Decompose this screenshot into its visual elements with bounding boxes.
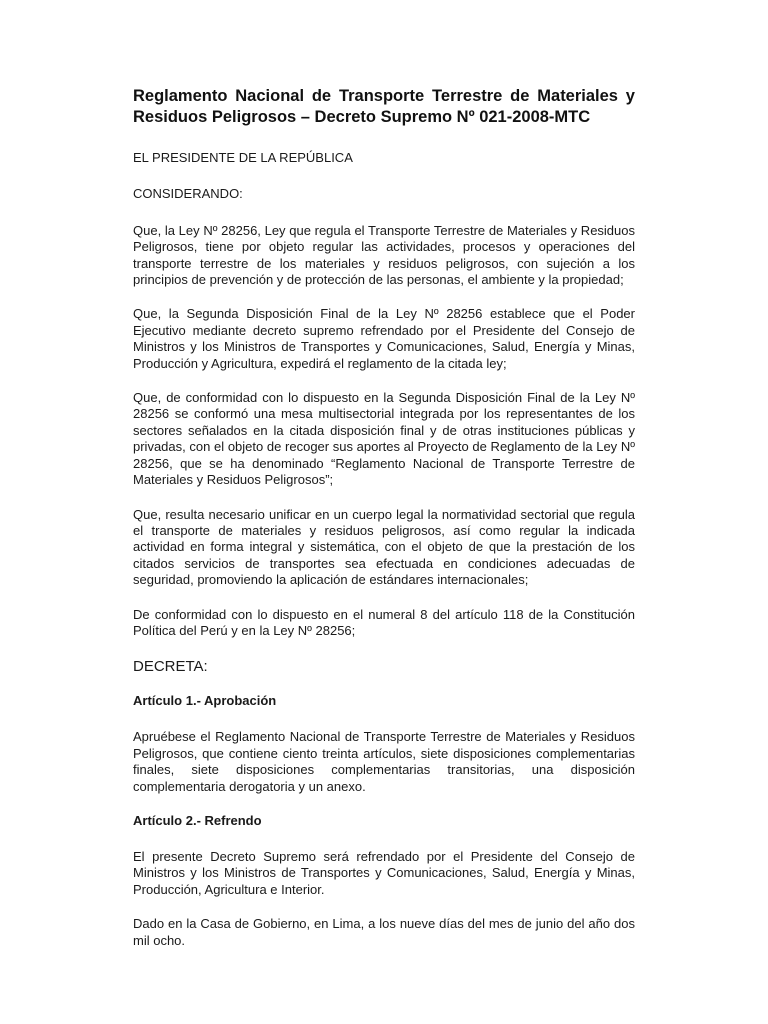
considerando-paragraph-5: De conformidad con lo dispuesto en el numeral 8 del artículo 118 de la Constitución Política del Perú y en la Ley Nº 28256; (133, 606, 635, 638)
document-page (133, 86, 635, 967)
decreta-heading: DECRETA: (133, 658, 208, 676)
considerando-heading: CONSIDERANDO: (133, 186, 243, 202)
considerando-paragraph-2: Que, la Segunda Disposición Final de la Ley Nº 28256 establece que el Poder Ejecutivo mediante decreto supremo refrendado por el Presidente del Consejo de Ministros y los Ministros de Transportes y Comunicaciones, Salud, Energía y Minas, Producción y Agricultura, expedirá el reglamento de la citada ley; (133, 306, 635, 371)
considerando-paragraph-4: Que, resulta necesario unificar en un cuerpo legal la normatividad sectorial que regula el transporte de materiales y residuos peligrosos, así como regular la indicada actividad en forma integral y sistemática, con el objeto de que la prestación de los citados servicios de transportes sea efectuada en condiciones adecuadas de seguridad, promoviendo la aplicación de estándares internacionales; (133, 506, 635, 588)
article-2-body: El presente Decreto Supremo será refrendado por el Presidente del Consejo de Ministros y los Ministros de Transportes y Comunicaciones, Salud, Energía y Minas, Producción, Agricultura e Interior. (133, 848, 635, 897)
president-line: EL PRESIDENTE DE LA REPÚBLICA (133, 150, 353, 165)
closing-paragraph: Dado en la Casa de Gobierno, en Lima, a los nueve días del mes de junio del año dos mil ocho. (133, 916, 635, 948)
article-1-body: Apruébese el Reglamento Nacional de Transporte Terrestre de Materiales y Residuos Peligrosos, que contiene ciento treinta artículos, siete disposiciones complementarias finales, siete disposiciones complementarias transitorias, una disposición complementaria derogatoria y un anexo. (133, 729, 635, 794)
article-2-heading: Artículo 2.- Refrendo (133, 812, 262, 828)
considerando-paragraph-3: Que, de conformidad con lo dispuesto en la Segunda Disposición Final de la Ley Nº 28256 se conformó una mesa multisectorial integrada por los representantes de los sectores señalados en la citada disposición final y de otras instituciones públicas y privadas, con el objeto de recoger sus aportes al Proyecto de Reglamento de la Ley Nº 28256, que se ha denominado “Reglamento Nacional de Transporte Terrestre de Materiales y Residuos Peligrosos”; (133, 390, 635, 488)
article-1-heading: Artículo 1.- Aprobación (133, 693, 277, 709)
considerando-paragraph-1: Que, la Ley Nº 28256, Ley que regula el Transporte Terrestre de Materiales y Residuos Peligrosos, tiene por objeto regular las actividades, procesos y operaciones del transporte terrestre de los materiales y residuos peligrosos, con sujeción a los principios de prevención y de protección de las personas, el ambiente y la propiedad; (133, 222, 635, 288)
document-title: Reglamento Nacional de Transporte Terrestre de Materiales y Residuos Peligrosos – Decreto Supremo Nº 021-2008-MTC (133, 87, 635, 126)
